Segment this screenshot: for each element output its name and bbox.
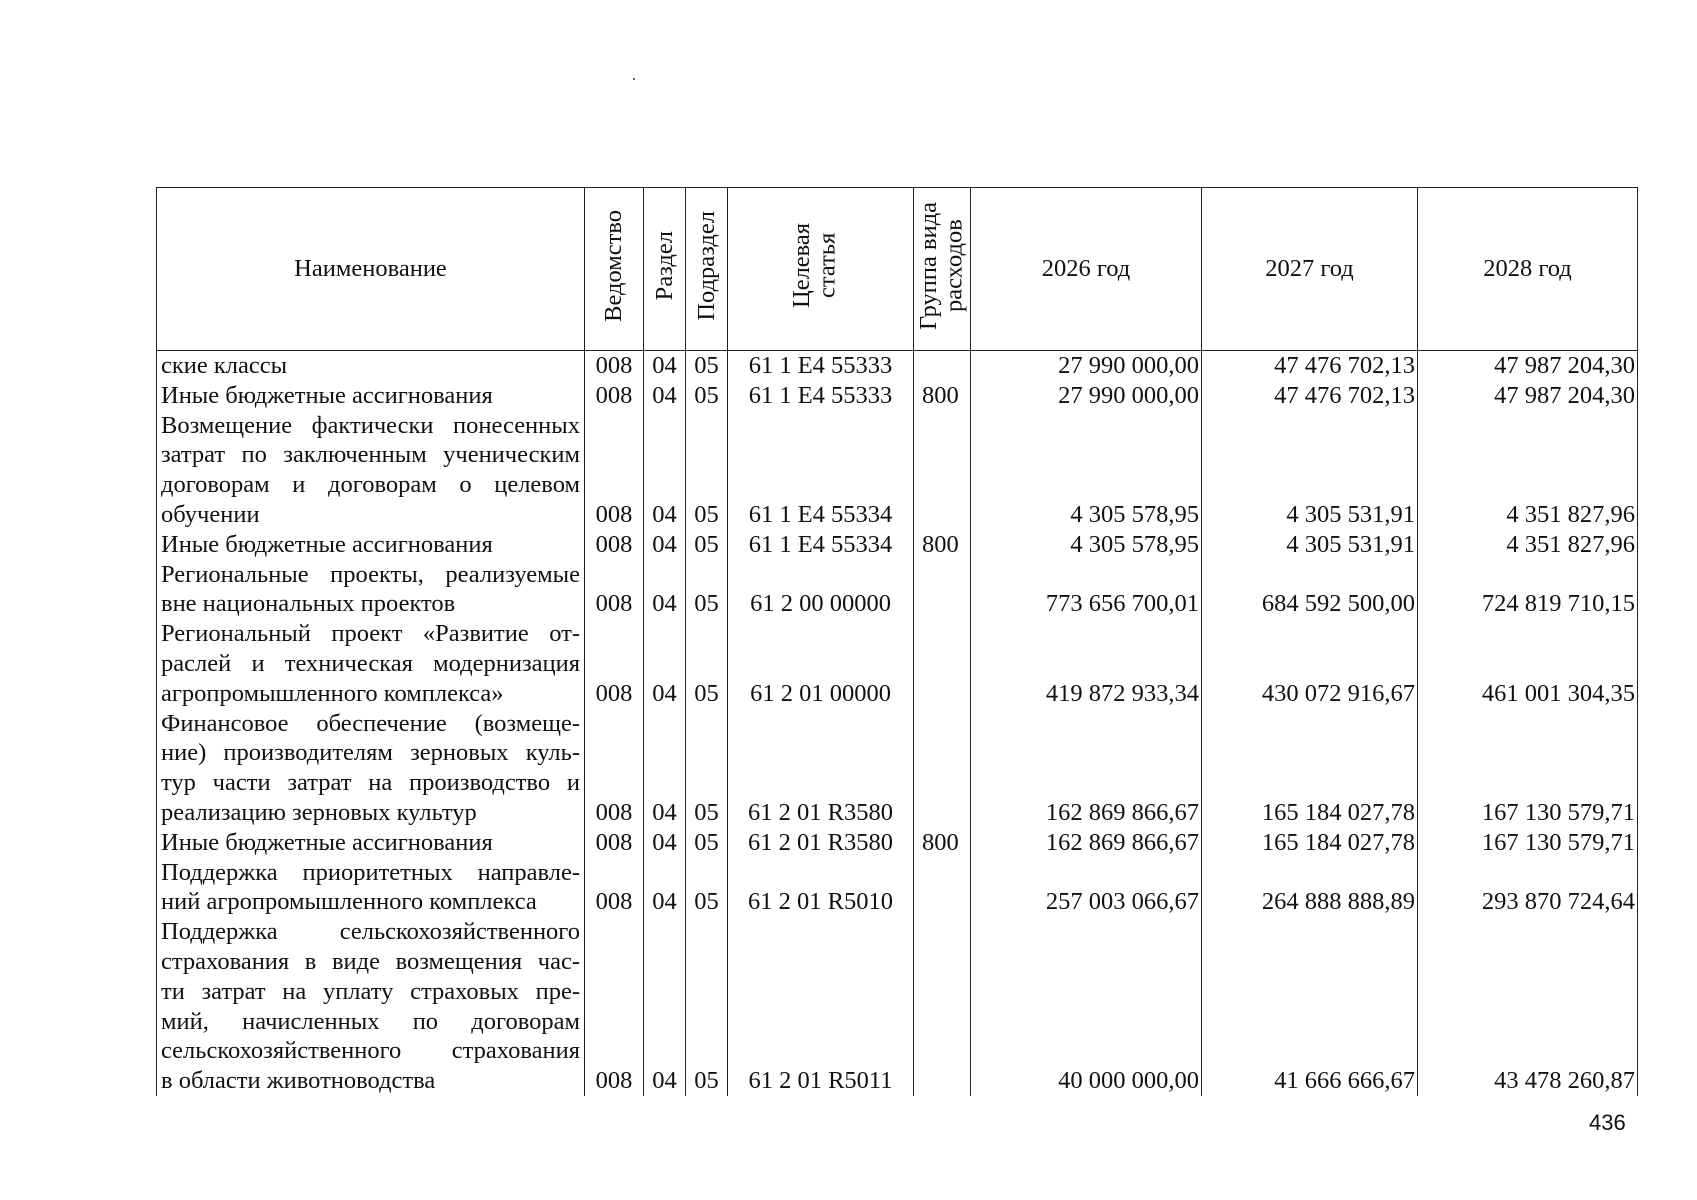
cell-2028 xyxy=(1418,470,1638,500)
cell-2026 xyxy=(971,560,1202,590)
cell-subsection xyxy=(686,917,728,947)
table-row xyxy=(157,917,1638,947)
cell-2028 xyxy=(1418,649,1638,679)
cell-group xyxy=(914,351,971,381)
cell-2026 xyxy=(971,709,1202,739)
cell-section xyxy=(644,649,686,679)
table-row xyxy=(157,738,1638,768)
cell-group xyxy=(914,440,971,470)
cell-name: Возмещение фактически понесенных xyxy=(157,411,585,441)
table-row xyxy=(157,858,1638,888)
table-row xyxy=(157,1036,1638,1066)
cell-2027 xyxy=(1202,977,1418,1007)
cell-group xyxy=(914,619,971,649)
cell-group: 800 xyxy=(914,828,971,858)
cell-2026 xyxy=(971,470,1202,500)
cell-subsection: 05 xyxy=(686,798,728,828)
cell-2027 xyxy=(1202,619,1418,649)
cell-dept xyxy=(585,947,644,977)
cell-name: тур части затрат на производство и xyxy=(157,768,585,798)
cell-name: договорам и договорам о целевом xyxy=(157,470,585,500)
cell-article: 61 2 00 00000 xyxy=(728,589,914,619)
cell-2028: 167 130 579,71 xyxy=(1418,828,1638,858)
table-row xyxy=(157,947,1638,977)
cell-2026 xyxy=(971,917,1202,947)
cell-section xyxy=(644,947,686,977)
cell-name: Иные бюджетные ассигнования xyxy=(157,530,585,560)
cell-2026: 257 003 066,67 xyxy=(971,887,1202,917)
cell-2028 xyxy=(1418,917,1638,947)
cell-2027 xyxy=(1202,1036,1418,1066)
table-row xyxy=(157,709,1638,739)
cell-article xyxy=(728,649,914,679)
cell-2027: 47 476 702,13 xyxy=(1202,351,1418,381)
cell-article xyxy=(728,1007,914,1037)
cell-article: 61 1 Е4 55333 xyxy=(728,351,914,381)
cell-name: мий, начисленных по договорам xyxy=(157,1007,585,1037)
cell-2027 xyxy=(1202,560,1418,590)
cell-2028 xyxy=(1418,560,1638,590)
cell-2027: 4 305 531,91 xyxy=(1202,530,1418,560)
cell-2026: 773 656 700,01 xyxy=(971,589,1202,619)
cell-group xyxy=(914,798,971,828)
table-row xyxy=(157,530,1638,560)
cell-section: 04 xyxy=(644,500,686,530)
cell-subsection: 05 xyxy=(686,589,728,619)
cell-2026: 27 990 000,00 xyxy=(971,351,1202,381)
cell-group xyxy=(914,858,971,888)
cell-section: 04 xyxy=(644,798,686,828)
cell-group xyxy=(914,917,971,947)
cell-article: 61 2 01 00000 xyxy=(728,679,914,709)
cell-name: реализацию зерновых культур xyxy=(157,798,585,828)
table-row xyxy=(157,1007,1638,1037)
cell-article xyxy=(728,977,914,1007)
cell-2028 xyxy=(1418,709,1638,739)
cell-2026: 27 990 000,00 xyxy=(971,381,1202,411)
cell-dept xyxy=(585,470,644,500)
table-row xyxy=(157,887,1638,917)
cell-subsection xyxy=(686,709,728,739)
cell-dept xyxy=(585,440,644,470)
cell-subsection xyxy=(686,1036,728,1066)
cell-2026 xyxy=(971,1007,1202,1037)
cell-name: Поддержка сельскохозяйственного xyxy=(157,917,585,947)
cell-article xyxy=(728,411,914,441)
cell-subsection: 05 xyxy=(686,679,728,709)
cell-group xyxy=(914,709,971,739)
cell-group xyxy=(914,679,971,709)
cell-dept: 008 xyxy=(585,500,644,530)
header-name: Наименование xyxy=(157,188,585,351)
header-dept: Ведомство xyxy=(585,188,644,351)
cell-section xyxy=(644,470,686,500)
cell-dept: 008 xyxy=(585,530,644,560)
table-header-row xyxy=(157,188,1638,351)
cell-2028 xyxy=(1418,768,1638,798)
cell-dept: 008 xyxy=(585,798,644,828)
cell-section xyxy=(644,768,686,798)
cell-dept: 008 xyxy=(585,589,644,619)
cell-name: ские классы xyxy=(157,351,585,381)
table-row xyxy=(157,798,1638,828)
cell-subsection: 05 xyxy=(686,351,728,381)
cell-dept xyxy=(585,709,644,739)
cell-name: обучении xyxy=(157,500,585,530)
cell-section xyxy=(644,560,686,590)
cell-2026: 40 000 000,00 xyxy=(971,1066,1202,1096)
cell-group xyxy=(914,1007,971,1037)
header-subsection: Подраздел xyxy=(686,188,728,351)
cell-name: в области животноводства xyxy=(157,1066,585,1096)
cell-2027: 264 888 888,89 xyxy=(1202,887,1418,917)
cell-2027: 684 592 500,00 xyxy=(1202,589,1418,619)
header-section: Раздел xyxy=(644,188,686,351)
cell-2026 xyxy=(971,1036,1202,1066)
cell-2028 xyxy=(1418,858,1638,888)
cell-subsection xyxy=(686,768,728,798)
cell-section xyxy=(644,411,686,441)
scan-speck xyxy=(633,78,635,80)
cell-section: 04 xyxy=(644,381,686,411)
cell-2026: 4 305 578,95 xyxy=(971,500,1202,530)
cell-dept xyxy=(585,619,644,649)
cell-section xyxy=(644,977,686,1007)
header-2027: 2027 год xyxy=(1202,188,1418,351)
cell-2028 xyxy=(1418,1036,1638,1066)
cell-2027: 4 305 531,91 xyxy=(1202,500,1418,530)
table-row xyxy=(157,411,1638,441)
cell-article xyxy=(728,560,914,590)
cell-subsection xyxy=(686,560,728,590)
cell-2026 xyxy=(971,977,1202,1007)
cell-subsection xyxy=(686,977,728,1007)
cell-section xyxy=(644,738,686,768)
cell-group xyxy=(914,1036,971,1066)
cell-article xyxy=(728,709,914,739)
cell-group xyxy=(914,1066,971,1096)
cell-2026 xyxy=(971,858,1202,888)
cell-subsection xyxy=(686,411,728,441)
cell-2028 xyxy=(1418,977,1638,1007)
cell-subsection: 05 xyxy=(686,381,728,411)
cell-article xyxy=(728,917,914,947)
cell-section xyxy=(644,440,686,470)
cell-group xyxy=(914,738,971,768)
cell-2028 xyxy=(1418,440,1638,470)
cell-dept xyxy=(585,977,644,1007)
cell-subsection xyxy=(686,858,728,888)
cell-2026: 162 869 866,67 xyxy=(971,828,1202,858)
cell-group xyxy=(914,411,971,441)
cell-2027 xyxy=(1202,649,1418,679)
cell-group xyxy=(914,768,971,798)
header-2028: 2028 год xyxy=(1418,188,1638,351)
cell-2027 xyxy=(1202,470,1418,500)
table-row xyxy=(157,977,1638,1007)
cell-subsection: 05 xyxy=(686,828,728,858)
cell-group xyxy=(914,500,971,530)
cell-subsection xyxy=(686,440,728,470)
cell-dept: 008 xyxy=(585,887,644,917)
cell-name: раслей и техническая модернизация xyxy=(157,649,585,679)
cell-2028: 43 478 260,87 xyxy=(1418,1066,1638,1096)
cell-name: Региональные проекты, реализуемые xyxy=(157,560,585,590)
header-group: Группа вида расходов xyxy=(914,188,971,351)
cell-2028: 724 819 710,15 xyxy=(1418,589,1638,619)
page-number: 436 xyxy=(1589,1110,1626,1135)
cell-name: страхования в виде возмещения час- xyxy=(157,947,585,977)
table-body xyxy=(157,351,1638,1096)
cell-2026 xyxy=(971,411,1202,441)
cell-2027 xyxy=(1202,738,1418,768)
cell-dept xyxy=(585,411,644,441)
cell-dept: 008 xyxy=(585,1066,644,1096)
cell-dept xyxy=(585,649,644,679)
header-article: Целевая статья xyxy=(728,188,914,351)
cell-subsection: 05 xyxy=(686,887,728,917)
cell-2027 xyxy=(1202,411,1418,441)
cell-section xyxy=(644,858,686,888)
cell-section: 04 xyxy=(644,589,686,619)
cell-name: агропромышленного комплекса» xyxy=(157,679,585,709)
cell-subsection xyxy=(686,619,728,649)
cell-dept: 008 xyxy=(585,679,644,709)
cell-2028 xyxy=(1418,411,1638,441)
cell-dept xyxy=(585,560,644,590)
cell-name: Региональный проект «Развитие от- xyxy=(157,619,585,649)
cell-article xyxy=(728,768,914,798)
table-row xyxy=(157,440,1638,470)
table-row xyxy=(157,589,1638,619)
cell-dept: 008 xyxy=(585,351,644,381)
table-row xyxy=(157,828,1638,858)
cell-2027: 165 184 027,78 xyxy=(1202,828,1418,858)
cell-article: 61 1 Е4 55334 xyxy=(728,530,914,560)
cell-group xyxy=(914,589,971,619)
cell-2027 xyxy=(1202,858,1418,888)
cell-group: 800 xyxy=(914,530,971,560)
cell-name: ние) производителям зерновых куль- xyxy=(157,738,585,768)
cell-2028 xyxy=(1418,619,1638,649)
cell-dept xyxy=(585,1007,644,1037)
cell-section xyxy=(644,1036,686,1066)
cell-2028: 4 351 827,96 xyxy=(1418,530,1638,560)
cell-dept: 008 xyxy=(585,828,644,858)
cell-2027 xyxy=(1202,947,1418,977)
cell-2027: 430 072 916,67 xyxy=(1202,679,1418,709)
cell-2026 xyxy=(971,619,1202,649)
table-row xyxy=(157,1066,1638,1096)
cell-section xyxy=(644,917,686,947)
cell-2027: 47 476 702,13 xyxy=(1202,381,1418,411)
cell-2028 xyxy=(1418,947,1638,977)
cell-article: 61 2 01 R5011 xyxy=(728,1066,914,1096)
cell-group xyxy=(914,977,971,1007)
cell-dept xyxy=(585,1036,644,1066)
cell-section xyxy=(644,619,686,649)
cell-2026 xyxy=(971,738,1202,768)
cell-2027: 41 666 666,67 xyxy=(1202,1066,1418,1096)
cell-group xyxy=(914,947,971,977)
cell-2028: 293 870 724,64 xyxy=(1418,887,1638,917)
cell-2027 xyxy=(1202,709,1418,739)
cell-dept: 008 xyxy=(585,381,644,411)
budget-table xyxy=(156,187,1638,1096)
cell-name: затрат по заключенным ученическим xyxy=(157,440,585,470)
cell-2027: 165 184 027,78 xyxy=(1202,798,1418,828)
cell-2026: 419 872 933,34 xyxy=(971,679,1202,709)
cell-name: ний агропромышленного комплекса xyxy=(157,887,585,917)
table-row xyxy=(157,351,1638,381)
cell-2026: 4 305 578,95 xyxy=(971,530,1202,560)
table-row xyxy=(157,679,1638,709)
cell-2026 xyxy=(971,768,1202,798)
cell-name: Финансовое обеспечение (возмеще- xyxy=(157,709,585,739)
cell-2026 xyxy=(971,947,1202,977)
cell-2028: 461 001 304,35 xyxy=(1418,679,1638,709)
cell-article xyxy=(728,858,914,888)
cell-section: 04 xyxy=(644,887,686,917)
cell-name: Поддержка приоритетных направле- xyxy=(157,858,585,888)
cell-group xyxy=(914,560,971,590)
cell-section xyxy=(644,709,686,739)
cell-subsection: 05 xyxy=(686,530,728,560)
cell-2027 xyxy=(1202,1007,1418,1037)
cell-article: 61 2 01 R3580 xyxy=(728,828,914,858)
cell-group: 800 xyxy=(914,381,971,411)
cell-group xyxy=(914,649,971,679)
cell-section: 04 xyxy=(644,679,686,709)
cell-subsection: 05 xyxy=(686,500,728,530)
table-row xyxy=(157,560,1638,590)
table-row xyxy=(157,619,1638,649)
cell-2028: 47 987 204,30 xyxy=(1418,351,1638,381)
cell-dept xyxy=(585,917,644,947)
table-row xyxy=(157,470,1638,500)
cell-2028: 167 130 579,71 xyxy=(1418,798,1638,828)
cell-subsection xyxy=(686,649,728,679)
cell-section: 04 xyxy=(644,828,686,858)
table-row xyxy=(157,649,1638,679)
cell-article xyxy=(728,738,914,768)
cell-2028 xyxy=(1418,738,1638,768)
table-row xyxy=(157,500,1638,530)
cell-article xyxy=(728,470,914,500)
cell-group xyxy=(914,470,971,500)
cell-section: 04 xyxy=(644,530,686,560)
cell-article: 61 2 01 R3580 xyxy=(728,798,914,828)
table-row xyxy=(157,381,1638,411)
cell-article xyxy=(728,619,914,649)
cell-subsection xyxy=(686,947,728,977)
cell-name: Иные бюджетные ассигнования xyxy=(157,381,585,411)
cell-subsection xyxy=(686,470,728,500)
cell-article: 61 1 Е4 55333 xyxy=(728,381,914,411)
cell-section: 04 xyxy=(644,351,686,381)
cell-2028: 4 351 827,96 xyxy=(1418,500,1638,530)
cell-dept xyxy=(585,858,644,888)
cell-2026 xyxy=(971,440,1202,470)
cell-2028 xyxy=(1418,1007,1638,1037)
cell-section xyxy=(644,1007,686,1037)
cell-subsection: 05 xyxy=(686,1066,728,1096)
cell-2027 xyxy=(1202,917,1418,947)
cell-2026 xyxy=(971,649,1202,679)
cell-article: 61 2 01 R5010 xyxy=(728,887,914,917)
cell-name: вне национальных проектов xyxy=(157,589,585,619)
cell-article xyxy=(728,1036,914,1066)
cell-2028: 47 987 204,30 xyxy=(1418,381,1638,411)
cell-article xyxy=(728,947,914,977)
cell-2027 xyxy=(1202,440,1418,470)
cell-article xyxy=(728,440,914,470)
cell-subsection xyxy=(686,738,728,768)
cell-2026: 162 869 866,67 xyxy=(971,798,1202,828)
cell-article: 61 1 Е4 55334 xyxy=(728,500,914,530)
cell-name: ти затрат на уплату страховых пре- xyxy=(157,977,585,1007)
cell-name: Иные бюджетные ассигнования xyxy=(157,828,585,858)
cell-section: 04 xyxy=(644,1066,686,1096)
header-2026: 2026 год xyxy=(971,188,1202,351)
cell-dept xyxy=(585,768,644,798)
cell-dept xyxy=(585,738,644,768)
cell-name: сельскохозяйственного страхования xyxy=(157,1036,585,1066)
cell-2027 xyxy=(1202,768,1418,798)
table-row xyxy=(157,768,1638,798)
cell-group xyxy=(914,887,971,917)
cell-subsection xyxy=(686,1007,728,1037)
